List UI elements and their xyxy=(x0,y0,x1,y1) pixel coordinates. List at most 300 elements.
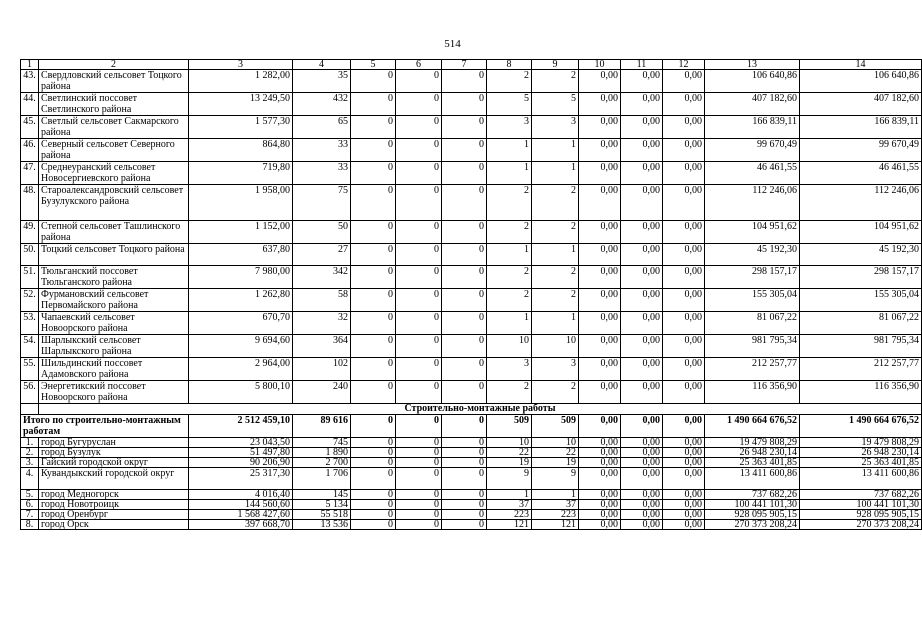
table-row xyxy=(21,289,922,312)
table-cell: 1 282,00 xyxy=(189,70,293,93)
total-cell: 1 490 664 676,52 xyxy=(705,415,800,438)
table-cell: 0 xyxy=(396,448,442,458)
table-cell: 1 xyxy=(532,139,579,162)
table-cell: 981 795,34 xyxy=(800,335,922,358)
table-cell: 0,00 xyxy=(663,93,705,116)
table-cell: 0 xyxy=(442,116,487,139)
table-cell: 0 xyxy=(396,490,442,500)
table-cell: 54. xyxy=(21,335,39,358)
table-cell: 212 257,77 xyxy=(800,358,922,381)
table-cell: 0 xyxy=(351,500,396,510)
table-cell: 0 xyxy=(351,438,396,448)
table-cell: 0,00 xyxy=(663,312,705,335)
table-cell: 0,00 xyxy=(621,289,663,312)
table-cell xyxy=(21,404,39,415)
column-header: 14 xyxy=(800,60,922,70)
table-cell: 2 xyxy=(532,185,579,221)
total-cell: 509 xyxy=(487,415,532,438)
table-cell: 1 706 xyxy=(293,468,351,490)
table-row xyxy=(21,468,922,490)
table-cell: 0,00 xyxy=(621,139,663,162)
table-cell: 864,80 xyxy=(189,139,293,162)
table-row xyxy=(21,438,922,448)
table-cell: 23 043,50 xyxy=(189,438,293,448)
table-cell: 121 xyxy=(532,520,579,530)
total-cell: 89 616 xyxy=(293,415,351,438)
table-row xyxy=(21,500,922,510)
table-cell: 55. xyxy=(21,358,39,381)
row-name: Энергетикский поссовет Новоорского района xyxy=(39,381,189,404)
table-cell: 0 xyxy=(351,139,396,162)
table-cell: 1 152,00 xyxy=(189,221,293,244)
table-cell: 48. xyxy=(21,185,39,221)
table-cell: 45. xyxy=(21,116,39,139)
table-cell: 0 xyxy=(442,93,487,116)
table-cell: 1 xyxy=(487,312,532,335)
table-cell: 56. xyxy=(21,381,39,404)
table-cell: 0,00 xyxy=(621,458,663,468)
table-cell: 0,00 xyxy=(579,185,621,221)
table-cell: 0 xyxy=(442,266,487,289)
table-cell: 0,00 xyxy=(579,468,621,490)
table-cell: 13 411 600,86 xyxy=(800,468,922,490)
table-cell: 52. xyxy=(21,289,39,312)
total-cell: 0 xyxy=(351,415,396,438)
column-header: 7 xyxy=(442,60,487,70)
table-cell: 0 xyxy=(442,312,487,335)
table-cell: 26 948 230,14 xyxy=(705,448,800,458)
column-header: 12 xyxy=(663,60,705,70)
table-cell: 0,00 xyxy=(579,381,621,404)
table-cell: 19 xyxy=(487,458,532,468)
table-cell: 46 461,55 xyxy=(705,162,800,185)
table-cell: 55 518 xyxy=(293,510,351,520)
table-cell: 0,00 xyxy=(579,520,621,530)
row-name: город Оренбург xyxy=(39,510,189,520)
table-cell: 81 067,22 xyxy=(800,312,922,335)
table-cell: 65 xyxy=(293,116,351,139)
table-cell: 223 xyxy=(532,510,579,520)
row-name: Степной сельсовет Ташлинского района xyxy=(39,221,189,244)
table-cell: 0,00 xyxy=(621,162,663,185)
table-cell: 1 568 427,60 xyxy=(189,510,293,520)
table-cell: 0 xyxy=(351,468,396,490)
table-cell: 0,00 xyxy=(663,289,705,312)
row-name: Тоцкий сельсовет Тоцкого района xyxy=(39,244,189,266)
table-cell: 0 xyxy=(442,221,487,244)
table-cell: 104 951,62 xyxy=(800,221,922,244)
table-cell: 46 461,55 xyxy=(800,162,922,185)
table-row xyxy=(21,93,922,116)
table-cell: 0 xyxy=(442,289,487,312)
table-cell: 1 262,80 xyxy=(189,289,293,312)
table-cell: 0,00 xyxy=(663,438,705,448)
table-cell: 8. xyxy=(21,520,39,530)
table-cell: 106 640,86 xyxy=(800,70,922,93)
table-cell: 0,00 xyxy=(663,358,705,381)
table-cell: 212 257,77 xyxy=(705,358,800,381)
table-cell: 0 xyxy=(442,162,487,185)
table-cell: 3. xyxy=(21,458,39,468)
table-cell: 0,00 xyxy=(579,448,621,458)
table-cell: 25 363 401,85 xyxy=(705,458,800,468)
table-cell: 0 xyxy=(351,510,396,520)
table-cell: 1 958,00 xyxy=(189,185,293,221)
table-cell: 100 441 101,30 xyxy=(705,500,800,510)
table-cell: 0,00 xyxy=(621,500,663,510)
table-cell: 928 095 905,15 xyxy=(800,510,922,520)
column-header: 11 xyxy=(621,60,663,70)
table-cell: 9 xyxy=(487,468,532,490)
table-row xyxy=(21,312,922,335)
table-cell: 0 xyxy=(442,70,487,93)
table-cell: 270 373 208,24 xyxy=(800,520,922,530)
table-cell: 2 xyxy=(487,185,532,221)
column-header: 9 xyxy=(532,60,579,70)
table-cell: 50. xyxy=(21,244,39,266)
table-row xyxy=(21,381,922,404)
table-cell: 0 xyxy=(396,266,442,289)
table-cell: 0,00 xyxy=(621,116,663,139)
table-cell: 104 951,62 xyxy=(705,221,800,244)
row-name: Светлинский поссовет Светлинского района xyxy=(39,93,189,116)
table-cell: 0 xyxy=(442,468,487,490)
table-cell: 102 xyxy=(293,358,351,381)
table-cell: 0,00 xyxy=(663,381,705,404)
table-cell: 5 xyxy=(487,93,532,116)
table-cell: 0,00 xyxy=(663,70,705,93)
table-row xyxy=(21,458,922,468)
table-cell: 0 xyxy=(351,116,396,139)
table-cell: 0 xyxy=(396,500,442,510)
table-cell: 0,00 xyxy=(579,490,621,500)
table-cell: 0 xyxy=(351,266,396,289)
table-cell: 0,00 xyxy=(621,312,663,335)
table-cell: 0 xyxy=(351,312,396,335)
table-cell: 0,00 xyxy=(663,510,705,520)
table-cell: 1 xyxy=(487,490,532,500)
table-cell: 47. xyxy=(21,162,39,185)
table-cell: 2 xyxy=(487,289,532,312)
page-number: 514 xyxy=(444,38,461,50)
table-cell: 0,00 xyxy=(579,266,621,289)
table-cell: 0 xyxy=(396,244,442,266)
column-header: 10 xyxy=(579,60,621,70)
table-cell: 10 xyxy=(487,335,532,358)
table-row xyxy=(21,221,922,244)
table-cell: 2 xyxy=(532,381,579,404)
table-cell: 45 192,30 xyxy=(705,244,800,266)
table-cell: 0,00 xyxy=(621,244,663,266)
table-cell: 0 xyxy=(396,70,442,93)
table-cell: 7 980,00 xyxy=(189,266,293,289)
data-table xyxy=(20,59,922,530)
table-cell: 637,80 xyxy=(189,244,293,266)
table-cell: 99 670,49 xyxy=(705,139,800,162)
table-cell: 0,00 xyxy=(663,500,705,510)
table-cell: 0 xyxy=(351,289,396,312)
table-row xyxy=(21,70,922,93)
table-cell: 1 xyxy=(532,312,579,335)
table-cell: 0,00 xyxy=(621,438,663,448)
table-cell: 928 095 905,15 xyxy=(705,510,800,520)
table-cell: 116 356,90 xyxy=(800,381,922,404)
column-header: 1 xyxy=(21,60,39,70)
table-cell: 144 560,60 xyxy=(189,500,293,510)
table-cell: 0 xyxy=(442,381,487,404)
total-cell: 509 xyxy=(532,415,579,438)
table-cell: 0 xyxy=(351,448,396,458)
table-cell: 9 694,60 xyxy=(189,335,293,358)
table-cell: 5 800,10 xyxy=(189,381,293,404)
column-header: 2 xyxy=(39,60,189,70)
table-cell: 99 670,49 xyxy=(800,139,922,162)
table-cell: 2 xyxy=(532,221,579,244)
table-cell: 5 134 xyxy=(293,500,351,510)
table-cell: 0 xyxy=(351,490,396,500)
table-cell: 719,80 xyxy=(189,162,293,185)
table-cell: 10 xyxy=(532,335,579,358)
table-cell: 1 xyxy=(532,244,579,266)
table-cell: 0,00 xyxy=(663,458,705,468)
table-cell: 737 682,26 xyxy=(705,490,800,500)
table-cell: 0,00 xyxy=(663,221,705,244)
table-cell: 0 xyxy=(442,139,487,162)
table-cell: 166 839,11 xyxy=(800,116,922,139)
table-cell: 745 xyxy=(293,438,351,448)
table-cell: 981 795,34 xyxy=(705,335,800,358)
table-cell: 0 xyxy=(351,381,396,404)
row-name: Гайский городской округ xyxy=(39,458,189,468)
table-cell: 2 xyxy=(532,70,579,93)
row-name: Шильдинский поссовет Адамовского района xyxy=(39,358,189,381)
total-row xyxy=(21,415,922,438)
table-cell: 4. xyxy=(21,468,39,490)
row-name: Северный сельсовет Северного района xyxy=(39,139,189,162)
table-cell: 1 xyxy=(532,162,579,185)
table-cell: 0 xyxy=(442,458,487,468)
table-cell: 2 xyxy=(487,381,532,404)
column-header: 4 xyxy=(293,60,351,70)
row-name: Чапаевский сельсовет Новоорского района xyxy=(39,312,189,335)
table-cell: 2 700 xyxy=(293,458,351,468)
table-cell: 0 xyxy=(442,185,487,221)
table-cell: 37 xyxy=(487,500,532,510)
table-cell: 0,00 xyxy=(663,468,705,490)
table-cell: 0 xyxy=(442,510,487,520)
table-cell: 0,00 xyxy=(663,185,705,221)
table-cell: 240 xyxy=(293,381,351,404)
table-cell: 0,00 xyxy=(621,70,663,93)
row-name: город Новотроицк xyxy=(39,500,189,510)
table-cell: 37 xyxy=(532,500,579,510)
table-cell: 737 682,26 xyxy=(800,490,922,500)
table-cell: 22 xyxy=(487,448,532,458)
table-cell: 7. xyxy=(21,510,39,520)
row-name: город Орск xyxy=(39,520,189,530)
table-cell: 19 479 808,29 xyxy=(705,438,800,448)
table-cell: 19 xyxy=(532,458,579,468)
table-cell: 0 xyxy=(396,312,442,335)
table-cell: 13 249,50 xyxy=(189,93,293,116)
table-cell: 1 xyxy=(487,162,532,185)
table-cell: 112 246,06 xyxy=(705,185,800,221)
table-cell: 116 356,90 xyxy=(705,381,800,404)
table-cell: 0 xyxy=(442,438,487,448)
row-name: Кувандыкский городской округ xyxy=(39,468,189,490)
table-cell: 0,00 xyxy=(579,312,621,335)
table-cell: 32 xyxy=(293,312,351,335)
table-cell: 0 xyxy=(351,458,396,468)
table-cell: 0 xyxy=(396,93,442,116)
table-cell: 49. xyxy=(21,221,39,244)
row-name: город Бугуруслан xyxy=(39,438,189,448)
table-cell: 2 964,00 xyxy=(189,358,293,381)
table-cell: 0 xyxy=(442,490,487,500)
table-cell: 0,00 xyxy=(663,520,705,530)
table-cell: 13 536 xyxy=(293,520,351,530)
table-cell: 145 xyxy=(293,490,351,500)
table-cell: 0,00 xyxy=(579,162,621,185)
table-cell: 0,00 xyxy=(621,93,663,116)
table-cell: 106 640,86 xyxy=(705,70,800,93)
table-cell: 100 441 101,30 xyxy=(800,500,922,510)
table-cell: 0,00 xyxy=(663,244,705,266)
table-row xyxy=(21,510,922,520)
row-name: город Бузулук xyxy=(39,448,189,458)
table-cell: 0 xyxy=(351,335,396,358)
row-name: Шарлыкский сельсовет Шарлыкского района xyxy=(39,335,189,358)
table-cell: 0 xyxy=(396,358,442,381)
table-cell: 2. xyxy=(21,448,39,458)
table-cell: 0 xyxy=(396,381,442,404)
table-row xyxy=(21,116,922,139)
section-row xyxy=(21,404,922,415)
table-cell: 0,00 xyxy=(663,335,705,358)
table-cell: 0,00 xyxy=(621,520,663,530)
table-cell: 0 xyxy=(351,185,396,221)
total-cell: 1 490 664 676,52 xyxy=(800,415,922,438)
column-header: 13 xyxy=(705,60,800,70)
column-header: 5 xyxy=(351,60,396,70)
table-cell: 0,00 xyxy=(663,490,705,500)
table-cell: 432 xyxy=(293,93,351,116)
table-cell: 0,00 xyxy=(621,266,663,289)
table-cell: 10 xyxy=(532,438,579,448)
table-cell: 3 xyxy=(532,116,579,139)
row-name: Свердловский сельсовет Тоцкого района xyxy=(39,70,189,93)
table-cell: 0 xyxy=(396,116,442,139)
table-cell: 0,00 xyxy=(579,510,621,520)
table-cell: 6. xyxy=(21,500,39,510)
table-cell: 298 157,17 xyxy=(705,266,800,289)
table-cell: 9 xyxy=(532,468,579,490)
table-cell: 2 xyxy=(532,266,579,289)
table-cell: 0 xyxy=(396,335,442,358)
table-row xyxy=(21,490,922,500)
table-cell: 50 xyxy=(293,221,351,244)
table-cell: 0 xyxy=(351,70,396,93)
table-cell: 2 xyxy=(487,221,532,244)
total-cell: 0,00 xyxy=(579,415,621,438)
table-row xyxy=(21,335,922,358)
table-cell: 0 xyxy=(442,448,487,458)
table-cell: 51 497,80 xyxy=(189,448,293,458)
total-label: Итого по строительно-монтажным работам xyxy=(21,415,189,438)
table-cell: 44. xyxy=(21,93,39,116)
table-cell: 155 305,04 xyxy=(705,289,800,312)
total-cell: 0 xyxy=(442,415,487,438)
table-cell: 0 xyxy=(442,244,487,266)
table-cell: 0 xyxy=(351,93,396,116)
table-cell: 0 xyxy=(396,289,442,312)
table-cell: 35 xyxy=(293,70,351,93)
table-cell: 0,00 xyxy=(663,448,705,458)
table-cell: 0 xyxy=(442,500,487,510)
column-header: 8 xyxy=(487,60,532,70)
table-row xyxy=(21,448,922,458)
table-cell: 33 xyxy=(293,162,351,185)
row-name: город Медногорск xyxy=(39,490,189,500)
table-cell: 0 xyxy=(396,468,442,490)
table-cell: 10 xyxy=(487,438,532,448)
table-cell: 0 xyxy=(396,139,442,162)
row-name: Фурмановский сельсовет Первомайского района xyxy=(39,289,189,312)
table-cell: 298 157,17 xyxy=(800,266,922,289)
total-cell: 0,00 xyxy=(663,415,705,438)
table-cell: 0,00 xyxy=(663,162,705,185)
table-cell: 19 479 808,29 xyxy=(800,438,922,448)
table-row xyxy=(21,244,922,266)
table-cell: 25 317,30 xyxy=(189,468,293,490)
table-cell: 0,00 xyxy=(621,490,663,500)
table-cell: 0 xyxy=(396,520,442,530)
table-cell: 0,00 xyxy=(621,185,663,221)
table-cell: 670,70 xyxy=(189,312,293,335)
table-row xyxy=(21,358,922,381)
total-cell: 2 512 459,10 xyxy=(189,415,293,438)
table-cell: 13 411 600,86 xyxy=(705,468,800,490)
table-cell: 0,00 xyxy=(579,358,621,381)
row-name: Староалександровский сельсовет Бузулукского района xyxy=(39,185,189,221)
table-cell: 3 xyxy=(532,358,579,381)
table-cell: 0,00 xyxy=(579,438,621,448)
table-cell: 121 xyxy=(487,520,532,530)
table-cell: 0 xyxy=(396,438,442,448)
table-cell: 0 xyxy=(396,221,442,244)
table-cell: 3 xyxy=(487,358,532,381)
table-cell: 0,00 xyxy=(579,458,621,468)
table-row xyxy=(21,162,922,185)
table-cell: 0,00 xyxy=(663,139,705,162)
table-cell: 5. xyxy=(21,490,39,500)
table-cell: 22 xyxy=(532,448,579,458)
table-cell: 45 192,30 xyxy=(800,244,922,266)
table-cell: 1 xyxy=(487,139,532,162)
table-cell: 0,00 xyxy=(579,93,621,116)
table-cell: 0 xyxy=(396,458,442,468)
table-cell: 223 xyxy=(487,510,532,520)
table-cell: 0,00 xyxy=(621,335,663,358)
table-cell: 2 xyxy=(487,266,532,289)
table-cell: 0,00 xyxy=(621,221,663,244)
table-cell: 27 xyxy=(293,244,351,266)
table-cell: 2 xyxy=(487,70,532,93)
table-row xyxy=(21,266,922,289)
row-name: Тюльганский поссовет Тюльганского района xyxy=(39,266,189,289)
column-header: 3 xyxy=(189,60,293,70)
table-cell: 0 xyxy=(351,162,396,185)
